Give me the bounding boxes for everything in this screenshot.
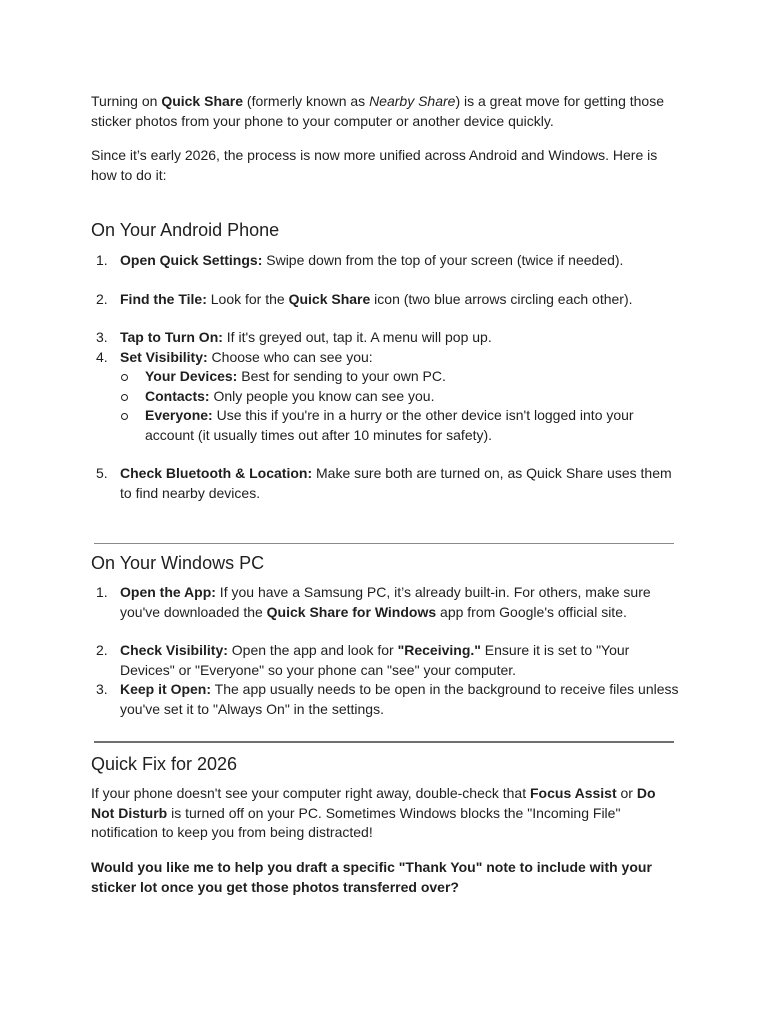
- visibility-options-list: [120, 367, 681, 445]
- quickfix-text: is turned off on your PC. Sometimes Windows blocks the "Incoming File" notification to keep you from being distracted!: [91, 804, 621, 840]
- option-text: Use this if you're in a hurry or the other device isn't logged into your account (it usually times out after 10 minutes for safety).: [145, 407, 634, 443]
- closing-question: Would you like me to help you draft a specific "Thank You" note to include with your sticker lot once you get those photos transferred over?: [91, 859, 652, 895]
- step-title: Keep it Open:: [120, 681, 212, 697]
- android-steps-list: [91, 251, 681, 503]
- windows-heading: On Your Windows PC: [91, 553, 265, 573]
- step-text: Choose who can see you:: [207, 348, 373, 365]
- step-title: Check Visibility:: [120, 642, 228, 658]
- windows-step: [91, 641, 681, 680]
- step-title: Set Visibility:: [120, 348, 208, 365]
- step-bold: "Receiving.": [397, 642, 481, 658]
- intro-text: (formerly known as: [243, 93, 370, 109]
- step-title: Find the Tile:: [120, 290, 207, 307]
- intro-text: ) is a great move for getting those sticker photos from your phone to your computer or another device quickly.: [91, 93, 665, 129]
- android-step: [91, 251, 681, 271]
- quickfix-bold-focus-assist: Focus Assist: [530, 785, 617, 801]
- quickfix-text: If your phone doesn't see your computer right away, double-check that: [91, 785, 530, 801]
- windows-step: [91, 583, 681, 622]
- step-number: 5.: [96, 465, 108, 481]
- intro-text: Turning on: [91, 93, 162, 109]
- step-title: Check Bluetooth & Location:: [120, 465, 313, 481]
- intro-paragraph-1: [91, 92, 681, 131]
- quickfix-heading: Quick Fix for 2026: [91, 754, 238, 774]
- quickfix-bold-do-not-disturb: Do Not Disturb: [91, 785, 656, 821]
- hollow-bullet-icon: [121, 374, 128, 381]
- step-number: 3.: [96, 329, 108, 345]
- step-title: Tap to Turn On:: [120, 329, 223, 345]
- step-text: Open the app and look for: [227, 642, 398, 658]
- quickfix-text: or: [616, 785, 637, 801]
- step-number: 4.: [96, 348, 108, 365]
- android-step: [91, 328, 681, 348]
- step-number: 1.: [96, 252, 108, 268]
- step-text: Ensure it is set to "Your Devices" or "Everyone" so your phone can "see" your computer.: [120, 642, 630, 678]
- section-divider: [94, 543, 674, 544]
- option-title: Everyone:: [145, 407, 213, 423]
- option-text: Only people you know can see you.: [209, 387, 435, 404]
- step-text: The app usually needs to be open in the background to receive files unless you've set it to "Always On" in the settings.: [120, 681, 679, 717]
- option-title: Your Devices:: [145, 368, 238, 384]
- hollow-bullet-icon: [121, 413, 128, 420]
- step-number: 2.: [96, 642, 108, 658]
- section-divider: [94, 741, 674, 743]
- step-bold: Quick Share for Windows: [266, 603, 437, 620]
- quickfix-paragraph: [91, 784, 681, 843]
- step-text: Make sure both are turned on, as Quick Share uses them to find nearby devices.: [120, 465, 672, 501]
- step-title: Open the App:: [120, 584, 216, 600]
- step-text: If it's greyed out, tap it. A menu will pop up.: [222, 329, 492, 345]
- android-step: [91, 290, 681, 310]
- android-step: [91, 348, 681, 446]
- step-text: Look for the: [206, 290, 289, 307]
- hollow-bullet-icon: [121, 394, 128, 401]
- intro-paragraph-2: Since it’s early 2026, the process is now more unified across Android and Windows. Here is how to do it:: [91, 147, 658, 183]
- intro-bold-quick-share: Quick Share: [161, 93, 244, 109]
- step-number: 1.: [96, 584, 108, 600]
- option-title: Contacts:: [145, 387, 210, 404]
- option-text: Best for sending to your own PC.: [237, 368, 446, 384]
- step-number: 2.: [96, 290, 108, 307]
- spacer: [91, 445, 681, 464]
- step-text: Swipe down from the top of your screen (twice if needed).: [262, 252, 624, 268]
- android-heading: On Your Android Phone: [91, 220, 280, 240]
- visibility-option: [120, 367, 681, 387]
- android-step: [91, 464, 681, 503]
- intro-italic-nearby-share: Nearby Share: [369, 93, 456, 109]
- step-number: 3.: [96, 681, 108, 697]
- windows-steps-list: [91, 583, 681, 719]
- visibility-option: [120, 406, 681, 445]
- step-text: app from Google's official site.: [436, 603, 627, 620]
- spacer: [91, 622, 681, 641]
- visibility-option: [120, 387, 681, 407]
- step-text: icon (two blue arrows circling each other).: [370, 290, 633, 307]
- spacer: [91, 271, 681, 290]
- step-text: If you have a Samsung PC, it’s already built-in. For others, make sure you've downloaded the: [120, 584, 651, 620]
- step-bold: Quick Share: [288, 290, 371, 307]
- spacer: [91, 309, 681, 328]
- step-title: Open Quick Settings:: [120, 252, 263, 268]
- windows-step: [91, 680, 681, 719]
